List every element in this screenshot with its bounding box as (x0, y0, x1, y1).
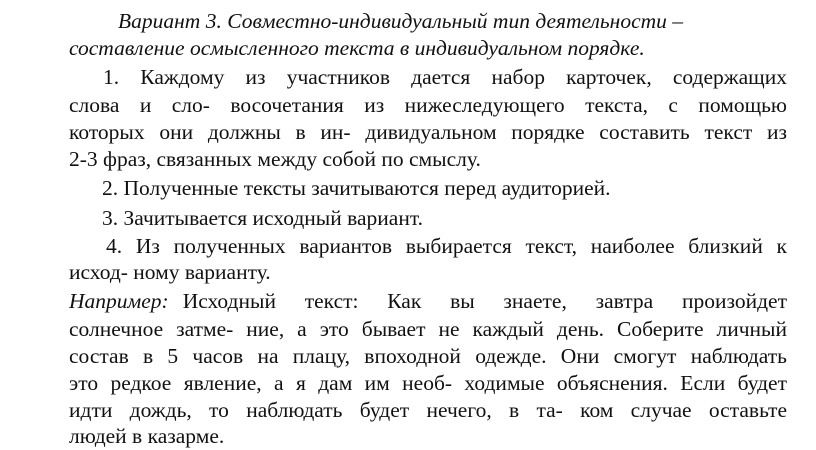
example-line-4: это редкое явление, а я дам им необ- ходимые объяснения. Если будет (69, 371, 787, 395)
item-2: 2. Полученные тексты зачитываются перед аудиторией. (102, 176, 611, 200)
item-3: 3. Зачитывается исходный вариант. (102, 206, 423, 230)
example-line-3: состав в 5 часов на плацу, впоходной одежде. Они смогут наблюдать (69, 344, 787, 368)
item-4-line-2: исход- ному варианту. (69, 260, 271, 284)
item-1-line-4: 2-3 фраз, связанных между собой по смыслу. (69, 147, 481, 171)
example-line-2: солнечное затме- ние, а это бывает не каждый день. Соберите личный (69, 317, 787, 341)
example-line-6: людей в казарме. (69, 424, 225, 448)
heading-line-2: составление осмысленного текста в индивидуальном порядке. (69, 36, 645, 60)
item-4-line-1: 4. Из полученных вариантов выбирается текст, наиболее близкий к (106, 234, 787, 258)
example-line-1 (69, 288, 787, 314)
item-1-line-1: 1. Каждому из участников дается набор карточек, содержащих (103, 65, 787, 89)
example-line-5: идти дождь, то наблюдать будет нечего, в та- ком случае оставьте (69, 398, 787, 422)
item-1-line-3: которых они должны в ин- дивидуальном порядке составить текст из (69, 120, 787, 144)
example-line-1-text: Исходный текст: Как вы знаете, завтра произойдет (182, 289, 787, 313)
item-1-line-2: слова и сло- восочетания из нижеследующего текста, с помощью (69, 93, 787, 117)
example-label: Например: (69, 289, 169, 313)
heading-line-1: Вариант 3. Совместно-индивидуальный тип деятельности – (118, 9, 684, 33)
